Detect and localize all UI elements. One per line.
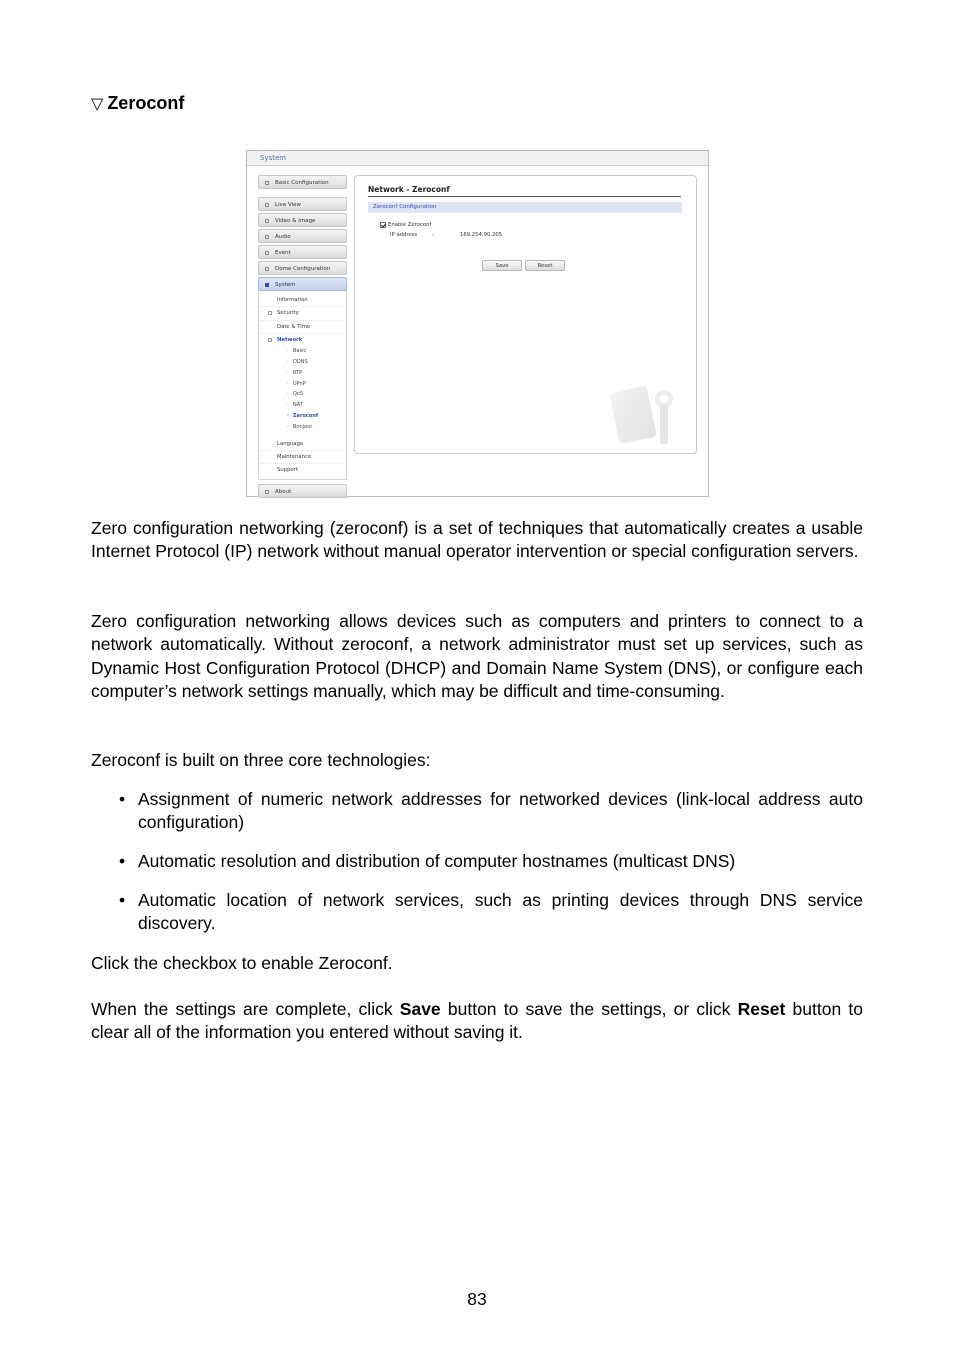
box-icon — [265, 283, 269, 287]
nav-basic-configuration[interactable]: Basic Configuration — [258, 175, 347, 189]
network-item-nat[interactable]: · NAT — [259, 400, 346, 411]
section-heading — [91, 92, 184, 115]
paragraph-save-reset: When the settings are complete, click Save button to save the settings, or click Reset button to clear all of the information you entered without saving it. — [91, 999, 863, 1043]
save-button[interactable]: Save — [482, 260, 522, 271]
sidebar-nav — [258, 175, 347, 500]
box-icon — [265, 203, 269, 207]
nav-event[interactable]: Event — [258, 245, 347, 259]
list-item: • Automatic resolution and distribution of computer hostnames (multicast DNS) — [138, 850, 863, 873]
sub-item-network[interactable]: Network — [259, 334, 346, 346]
paragraph-description: Zero configuration networking allows devices such as computers and printers to connect to a network automatically. Without zeroconf, a network administrator must set up services, such as Dynamic Host Configuration Protocol (DHCP) and Domain Name System (DNS), or configure each computer’s network settings manually, which may be difficult and time-consuming. — [91, 611, 863, 701]
section-title: Zeroconf — [107, 93, 185, 113]
list-item: • Assignment of numeric network addresses for networked devices (link-local address auto configuration) — [119, 789, 863, 833]
network-item-rtp[interactable]: · RTP — [259, 368, 346, 379]
sub-item-language[interactable]: Language — [259, 438, 346, 451]
save-term: Save — [399, 999, 441, 1019]
bullet-icon: • — [119, 851, 126, 871]
network-item-upnp[interactable]: · UPnP — [259, 379, 346, 390]
network-item-qos[interactable]: · QoS — [259, 389, 346, 400]
sub-item-support[interactable]: Support — [277, 467, 298, 474]
sub-item-information[interactable]: Information — [259, 294, 346, 307]
box-icon — [265, 267, 269, 271]
list-item: • Automatic location of network services, such as printing devices through DNS service discovery. — [119, 890, 863, 934]
bullet-icon: • — [119, 789, 126, 809]
network-item-bonjour[interactable]: · Bonjour — [259, 422, 346, 433]
decorative-tools-icon — [602, 369, 692, 449]
network-item-basic[interactable]: · Basic — [259, 346, 346, 357]
reset-term: Reset — [737, 999, 786, 1019]
nav-video-image[interactable]: Video & Image — [258, 213, 347, 227]
sub-item-security[interactable]: Security — [259, 307, 346, 320]
content-panel — [354, 175, 697, 454]
page-number: 83 — [467, 1289, 487, 1309]
enable-zeroconf-checkbox[interactable] — [380, 222, 386, 228]
checkbox-label: Enable Zeroconf — [388, 222, 432, 228]
network-item-zeroconf[interactable]: · Zeroconf — [259, 411, 346, 422]
ip-separator: : — [432, 232, 434, 238]
box-icon — [265, 251, 269, 255]
box-icon — [265, 235, 269, 239]
ui-screenshot — [246, 150, 709, 497]
collapse-triangle-icon: ▽ — [91, 94, 104, 113]
sub-item-date-time[interactable]: Date & Time — [259, 321, 346, 334]
sub-item-maintenance[interactable]: Maintenance — [259, 451, 346, 464]
reset-button[interactable]: Reset — [525, 260, 565, 271]
button-row — [482, 252, 568, 271]
nav-audio[interactable]: Audio — [258, 229, 347, 243]
nav-about[interactable]: About — [258, 484, 347, 498]
box-icon — [265, 219, 269, 223]
box-icon — [265, 181, 269, 185]
nav-system[interactable]: System — [258, 277, 347, 291]
system-subtree — [258, 291, 347, 480]
ip-value: 169.254.90.205 — [460, 232, 503, 238]
ip-address-row — [390, 232, 502, 238]
window-title: System — [247, 151, 708, 166]
section-bar: Zeroconf Configuration — [368, 202, 682, 213]
nav-live-view[interactable]: Live View — [258, 197, 347, 211]
enable-zeroconf-row — [380, 221, 431, 229]
box-icon — [265, 490, 269, 494]
network-item-ddns[interactable]: · DDNS — [259, 357, 346, 368]
paragraph-intro: Zero configuration networking (zeroconf) is a set of techniques that automatically creates a usable Internet Protocol (IP) network without manual operator intervention or special configuration servers. — [91, 518, 863, 562]
ip-label: IP address — [390, 232, 418, 238]
bullet-icon: • — [119, 890, 126, 910]
nav-dome-configuration[interactable]: Dome Configuration — [258, 261, 347, 275]
panel-title: Network - Zeroconf — [368, 185, 681, 197]
collapse-icon — [268, 338, 272, 342]
paragraph-technologies: Zeroconf is built on three core technologies: — [91, 750, 431, 770]
expand-icon — [268, 311, 272, 315]
paragraph-click-checkbox: Click the checkbox to enable Zeroconf. — [91, 953, 393, 973]
